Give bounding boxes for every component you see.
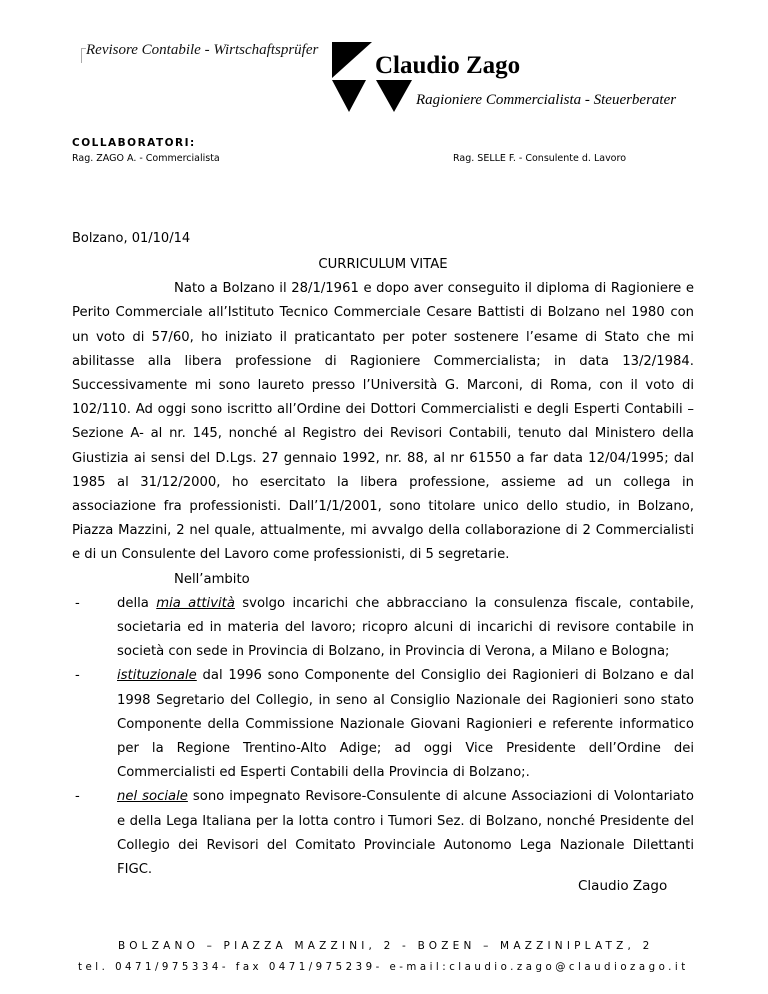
list-item [72,785,694,882]
collaborator-left: Rag. ZAGO A. - Commercialista [72,153,220,164]
item-emphasis: mia attività [156,595,235,611]
header-left-title: Revisore Contabile - Wirtschaftsprüfer [86,42,319,58]
footer-contacts: tel. 0471/975334- fax 0471/975239- e-mail:claudio.zago@claudiozago.it [78,962,689,973]
cv-title: CURRICULUM VITAE [318,257,448,272]
list-item [72,592,694,665]
item-text: dal 1996 sono Componente del Consiglio dei Ragionieri di Bolzano e dal 1998 Segretario del Collegio, in seno al Consiglio Nazionale dei Ragionieri sono stato Componente della Commissione Nazionale Giovani Ragionieri e referente informatico per la Regione Trentino-Alto Adige; ad oggi Vice Presidente dell’Ordine dei Commercialisti ed Esperti Contabili della Provincia di Bolzano;. [117,668,694,781]
letter-date: Bolzano, 01/10/14 [72,231,191,246]
item-emphasis: nel sociale [117,789,188,805]
cv-paragraph: Nato a Bolzano il 28/1/1961 e dopo aver conseguito il diploma di Ragioniere e Perito Commerciale all’Istituto Tecnico Commerciale Cesare Battisti di Bolzano nel 1980 con un voto di 57/60, ho iniziato il praticantato per poter sostenere l’esame di Stato che mi abilitasse alla libera professione di Ragioniere Commercialista; in data 13/2/1984. Successivamente mi sono laureto presso l’Università G. Marconi, di Roma, con il voto di 102/110. Ad oggi sono iscritto all’Ordine dei Dottori Commercialisti e degli Esperti Contabili – Sezione A- al nr. 145, nonché al Registro dei Revisori Contabili, tenuto dal Ministero della Giustizia ai sensi del D.Lgs. 27 gennaio 1992, nr. 88, al nr 61550 a far data 12/04/1995; dal 1985 al 31/12/2000, ho esercitato la libera professione, assieme ad un collega in associazione fra professionisti. Dall’1/1/2001, sono titolare unico dello studio, in Bolzano, Piazza Mazzini, 2 nel quale, attualmente, mi avvalgo della collaborazione di 2 Commercialisti e di un Consulente del Lavoro come professionisti, di 5 segretarie. [72,281,694,563]
signature: Claudio Zago [578,878,668,894]
ambito-label: Nell’ambito [174,571,250,587]
cv-body [72,253,694,882]
list-dash: - [75,668,80,684]
collaborator-right: Rag. SELLE F. - Consulente d. Lavoro [453,153,627,164]
brand-subtitle: Ragioniere Commercialista - Steuerberater [416,92,677,108]
brand-name: Claudio Zago [375,52,521,79]
item-text: svolgo incarichi che abbracciano la consulenza fiscale, contabile, societaria ed in materia del lavoro; ricopro alcuni di incarichi di revisore contabile in società con sede in Provincia di Bolzano, in Provincia di Verona, a Milano e Bologna; [117,595,695,660]
item-text: sono impegnato Revisore-Consulente di alcune Associazioni di Volontariato e della Lega Italiana per la lotta contro i Tumori Sez. di Bolzano, nonché Presidente del Collegio dei Revisori del Comitato Provinciale Autonomo Lega Nazionale Dilettanti FIGC. [117,789,694,878]
list-dash: - [75,595,80,611]
item-emphasis: istituzionale [117,668,197,684]
collaboratori-title: COLLABORATORI: [72,137,196,149]
item-prefix: della [117,595,157,611]
list-item [72,664,694,785]
footer-address: BOLZANO – PIAZZA MAZZINI, 2 - BOZEN – MAZZINIPLATZ, 2 [118,940,654,952]
list-dash: - [75,789,80,805]
